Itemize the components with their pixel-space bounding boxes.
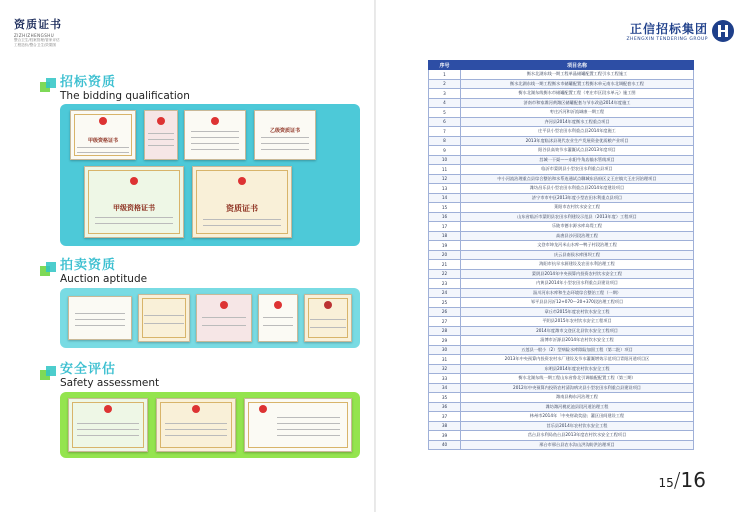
section-heading-safety: [60, 363, 159, 389]
table-row: [429, 317, 694, 327]
row-number: 9: [429, 146, 461, 156]
row-number: 13: [429, 184, 461, 194]
project-name: 临沂市蒙阴县小型农田水利重点县项目: [461, 165, 694, 175]
project-name: 蒙阴县2014年中央预算内投资农村饮水安全工程: [461, 269, 694, 279]
row-number: 33: [429, 374, 461, 384]
project-name: 2013年中央预算内投资农村水厂建设及节水灌溉增效示范项目青阳河道项目区: [461, 355, 694, 365]
section-title-en: Safety assessment: [60, 377, 160, 389]
project-name: 文登市坤龙河米山水库—鸭子村段治理工程: [461, 241, 694, 251]
project-name: 潍坊潍河桃花池县段河道治理工程: [461, 402, 694, 412]
certificate: [258, 294, 298, 342]
project-name: 乐陵市德丰源水库岛堤工程: [461, 222, 694, 232]
row-number: 15: [429, 203, 461, 213]
table-row: [429, 241, 694, 251]
header-title: 资质证书: [14, 18, 62, 31]
header-subtitle-1: 整合卫生/档案管理/管家评估: [14, 38, 60, 42]
table-row: [429, 402, 694, 412]
table-row: [429, 212, 694, 222]
certificate: [156, 398, 236, 452]
project-name: 莱阳市农村饮水安全工程: [461, 203, 694, 213]
project-name: 淄博市沂源县2014年农村饮水安全工程: [461, 336, 694, 346]
row-number: 12: [429, 174, 461, 184]
row-number: 10: [429, 155, 461, 165]
project-name: 莒城一干渠——东阳牛角店输水管线项目: [461, 155, 694, 165]
certificate: [68, 398, 148, 452]
table-header-row: [429, 61, 694, 70]
table-row: [429, 421, 694, 431]
row-number: 32: [429, 364, 461, 374]
project-name: 衡水北湖东线一期工程衡水市储罐配置工程衡水单元南水北调配套水工程: [461, 79, 694, 89]
project-name: 潍坊昌乐县小型农田水利重点县2014年度建设项目: [461, 184, 694, 194]
table-row: [429, 127, 694, 137]
row-number: 14: [429, 193, 461, 203]
project-name: 2014年度潍市文登区北县饮水安全工程项目: [461, 326, 694, 336]
table-row: [429, 288, 694, 298]
row-number: 20: [429, 250, 461, 260]
certificate: [244, 398, 352, 452]
table-row: [429, 117, 694, 127]
row-number: 8: [429, 136, 461, 146]
row-number: 6: [429, 117, 461, 127]
row-number: 21: [429, 260, 461, 270]
table-row: [429, 440, 694, 450]
project-name: 庆云县南侯水库围坝工程: [461, 250, 694, 260]
table-row: [429, 108, 694, 118]
row-number: 5: [429, 108, 461, 118]
certificate: 甲级资格证书: [84, 166, 184, 238]
row-number: 19: [429, 241, 461, 251]
project-name: 邢台市邢台县农水沟山洪沟防洪治理项目: [461, 440, 694, 450]
table-row: [429, 250, 694, 260]
project-name: 衡水北湖东线一期工程山东省鲁北引调输配配置工程（第三期）: [461, 374, 694, 384]
row-number: 3: [429, 89, 461, 99]
row-number: 7: [429, 127, 461, 137]
project-name: 平阴县2015年农村饮水安全工程项目: [461, 317, 694, 327]
certificate: 资质证书: [192, 166, 292, 238]
section-marker-icon: [40, 262, 58, 280]
row-number: 17: [429, 222, 461, 232]
project-name: 中小河流治理重点县综合整治和水系连通试点聊城东昌府区义王庄镇大王庄河治理项目: [461, 174, 694, 184]
section-title-en: Auction aptitude: [60, 273, 148, 285]
brand-logo-icon: [712, 20, 734, 42]
row-number: 2: [429, 79, 461, 89]
brand-block: [626, 20, 734, 42]
project-name: 邹平县县河沂12+070～20+370段治理工程项目: [461, 298, 694, 308]
header-subtitle-2: 工程造价/整合卫生/效果图: [14, 43, 56, 47]
table-row: [429, 203, 694, 213]
table-row: [429, 89, 694, 99]
auction-cert-panel: [60, 288, 360, 348]
row-number: 1: [429, 70, 461, 80]
certificate: [196, 294, 252, 342]
row-number: 34: [429, 383, 461, 393]
table-row: [429, 165, 694, 175]
section-marker-icon: [40, 78, 58, 96]
row-number: 16: [429, 212, 461, 222]
row-number: 4: [429, 98, 461, 108]
project-name: 高唐县沙河段治理工程: [461, 231, 694, 241]
page-fold: [374, 0, 376, 512]
project-name: 林州市2014年「中央财政奖励」灌区田间建设工程: [461, 412, 694, 422]
table-row: [429, 355, 694, 365]
table-row: [429, 412, 694, 422]
section-title-cn: 招标资质: [60, 75, 117, 90]
project-name: 庄平县小型农田水利重点县2014年度施工: [461, 127, 694, 137]
project-name: 山东省临沂市蒙阴县农田水利建设示范县（2013年度）工程项目: [461, 212, 694, 222]
certificate: 乙级资质证书: [254, 110, 316, 160]
header-pinyin: ZIZHIZHENGSHU: [14, 33, 55, 38]
row-number: 28: [429, 326, 461, 336]
row-number: 40: [429, 440, 461, 450]
page-number: 15/16: [658, 468, 706, 492]
section-heading-bidding: [60, 76, 190, 102]
project-name: 齐河县2014年度衡水工程重点项目: [461, 117, 694, 127]
table-row: [429, 70, 694, 80]
certificate: [184, 110, 246, 160]
section-title-cn: 拍卖资质: [60, 258, 117, 273]
table-row: [429, 260, 694, 270]
project-name: 莒台县水利局鱼台县2013年度农村饮水安全工程项目: [461, 431, 694, 441]
row-number: 23: [429, 279, 461, 289]
column-header-project: 项目名称: [461, 61, 694, 70]
row-number: 26: [429, 307, 461, 317]
table-row: [429, 184, 694, 194]
row-number: 39: [429, 431, 461, 441]
page-number-right: 16: [680, 468, 706, 492]
certificate: [304, 294, 352, 342]
row-number: 27: [429, 317, 461, 327]
table-row: [429, 336, 694, 346]
row-number: 25: [429, 298, 461, 308]
project-name: 五莲县一般小（2）型病险水库除险加固工程（第二批）项目: [461, 345, 694, 355]
brand-name: 正信招标集团: [629, 22, 708, 36]
certificate: [68, 296, 132, 340]
certificate: 甲级资格证书: [70, 110, 136, 160]
table-row: [429, 326, 694, 336]
project-name: 淄川河东水库和生态环境综合整治工程（一期）: [461, 288, 694, 298]
safety-cert-panel: [60, 392, 360, 458]
table-row: [429, 364, 694, 374]
row-number: 38: [429, 421, 461, 431]
row-number: 29: [429, 336, 461, 346]
project-name: 济宁市市中区2013年度小型农田水利重点县项目: [461, 193, 694, 203]
project-name: 衡水北湖东线衡水市储罐配置工程（枣庄市区段水单元）施工图: [461, 89, 694, 99]
table-row: [429, 174, 694, 184]
project-name: 枣庄沂河和沂流域康一期工程: [461, 108, 694, 118]
table-row: [429, 307, 694, 317]
row-number: 31: [429, 355, 461, 365]
row-number: 35: [429, 393, 461, 403]
certificate: [144, 110, 178, 160]
table-row: [429, 136, 694, 146]
table-row: [429, 345, 694, 355]
project-name: 莒乐县2014年农村饮水安全工程: [461, 421, 694, 431]
project-name: 2012年中央预算内投资农村清沟病灾县小型农田水利重点县建设项目: [461, 383, 694, 393]
table-row: [429, 393, 694, 403]
bidding-cert-panel: [60, 104, 360, 246]
row-number: 18: [429, 231, 461, 241]
row-number: 30: [429, 345, 461, 355]
table-row: [429, 146, 694, 156]
certificate: [138, 294, 190, 342]
project-table: [428, 60, 694, 450]
table-row: [429, 279, 694, 289]
table-row: [429, 231, 694, 241]
section-title-cn: 安全评估: [60, 362, 117, 377]
row-number: 11: [429, 165, 461, 175]
project-name: 内黄县2014年小型农田水利重点县建设项目: [461, 279, 694, 289]
table-row: [429, 269, 694, 279]
table-row: [429, 383, 694, 393]
section-heading-auction: [60, 259, 147, 285]
table-row: [429, 374, 694, 384]
project-name: 2013年度临沭县现代农业生产发展资金优质粮产业项目: [461, 136, 694, 146]
table-row: [429, 79, 694, 89]
project-name: 济南市和家潍河黄潍区储罐配套与节水改造2014年度施工: [461, 98, 694, 108]
row-number: 24: [429, 288, 461, 298]
table-row: [429, 193, 694, 203]
project-name: 衡水北湖东线一期工程单晶储罐配置工程引水工程施工: [461, 70, 694, 80]
project-name: 阳谷县高效节水灌溉试点县2013年度项目: [461, 146, 694, 156]
row-number: 37: [429, 412, 461, 422]
section-header: [14, 16, 104, 48]
project-name: 海阳市抗旱水源建设及农田水利治理工程: [461, 260, 694, 270]
row-number: 36: [429, 402, 461, 412]
table-row: [429, 222, 694, 232]
section-title-en: The bidding qualification: [60, 90, 190, 102]
table-row: [429, 98, 694, 108]
project-name: 章丘市2015年度农村饮水安全工程: [461, 307, 694, 317]
project-name: 东明县2014年度农村饮水安全工程: [461, 364, 694, 374]
table-row: [429, 155, 694, 165]
section-marker-icon: [40, 366, 58, 384]
brand-name-en: ZHENGXIN TENDERING GROUP: [626, 37, 708, 42]
row-number: 22: [429, 269, 461, 279]
page-number-left: 15: [658, 476, 674, 490]
column-header-no: 序号: [429, 61, 461, 70]
table-row: [429, 431, 694, 441]
project-name: 潍南县梅东河治理工程: [461, 393, 694, 403]
table-row: [429, 298, 694, 308]
